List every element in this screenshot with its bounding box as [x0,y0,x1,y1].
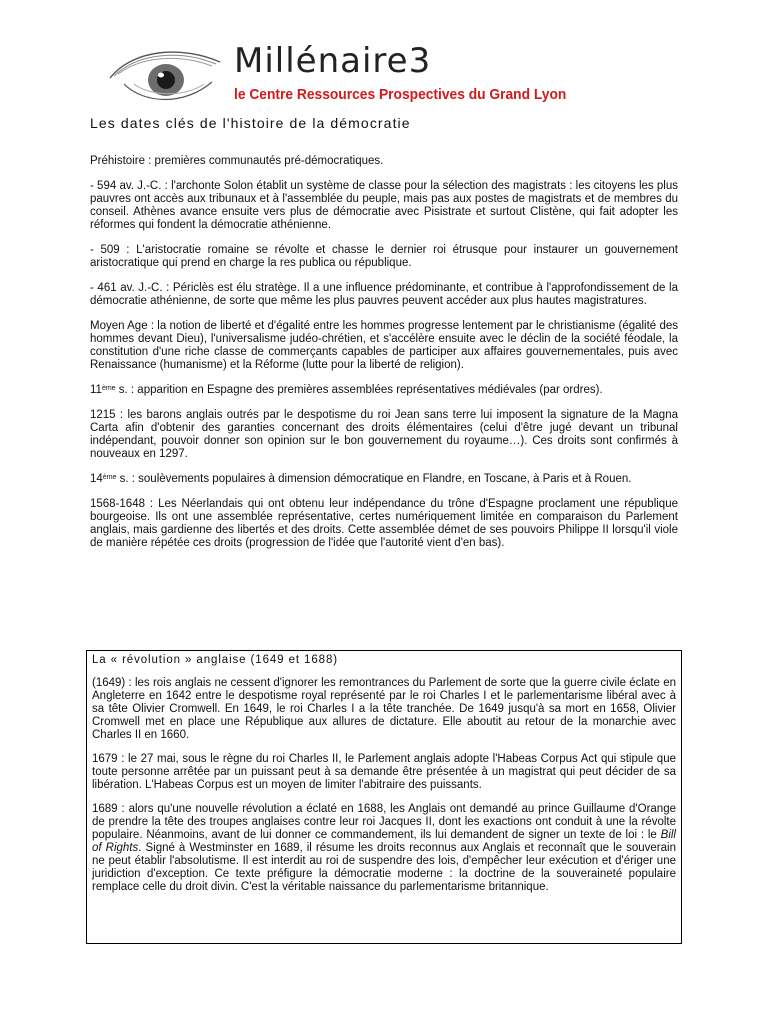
box-title: La « révolution » anglaise (1649 et 1688) [92,654,338,666]
paragraph-text: . Signé à Westminster en 1689, il résume les droits reconnus aux Anglais et reconnaît que le souverain ne peut établir l'absolutisme. Il est interdit au roi de suspendre des lois, d'empêcher leur exécution et d'ériger une juridiction d'exception. Ce texte préfigure la démocratie moderne : la doctrine de la souveraineté populaire remplace celle du droit divin. C'est la véritable naissance du parlementarisme britannique. [92,842,676,893]
paragraph-461: - 461 av. J.-C. : Périclès est élu stratège. Il a une influence prédominante, et contribue à l'approfondissement de la démocratie athénienne, de sorte que même les plus pauvres peuvent accéder aux plus hautes magistratures. [90,282,678,307]
paragraph-prehistoire: Préhistoire : premières communautés pré-démocratiques. [90,155,384,167]
document-title: Les dates clés de l'histoire de la démocratie [90,115,411,131]
century-number: 14 [90,473,103,485]
eye-logo-icon [104,40,224,110]
paragraph-509: - 509 : L'aristocratie romaine se révolte et chasse le dernier roi étrusque pour instaurer un gouvernement aristocratique qui prend en charge la res publica ou république. [90,244,678,269]
paragraph-1215: 1215 : les barons anglais outrés par le despotisme du roi Jean sans terre lui imposent la signature de la Magna Carta afin d'obtenir des garanties concernant des droits élémentaires (celui d'être jugé devant un tribunal indépendant, pouvoir donner son opinion sur le bon gouvernement du royaume…). Ces droits sont confirmés à nouveaux en 1297. [90,409,678,460]
box-paragraph-1679: 1679 : le 27 mai, sous le règne du roi Charles II, le Parlement anglais adopte l'Habeas Corpus Act qui stipule que toute personne arrêtée par un puissant peut à sa demande être présentée à un magistrat qui peut décider de sa libération. L'Habeas Corpus est un moyen de limiter l'abitraire des puissants. [92,753,676,791]
document-body [90,155,678,562]
logo-tagline: le Centre Ressources Prospectives du Grand Lyon [234,86,567,103]
century-suffix: ème [102,474,117,481]
paragraph-text: s. : soulèvements populaires à dimension démocratique en Flandre, en Toscane, à Paris et à Rouen. [116,473,632,485]
box-paragraph-1649: (1649) : les rois anglais ne cessent d'ignorer les remontrances du Parlement de sorte que la guerre civile éclate en Angleterre en 1642 entre le despotisme royal représenté par le roi Charles I et le parlementarisme libéral avec à sa tête Olivier Cromwell. En 1649, le roi Charles I a la tête tranchée. De 1649 jusqu'à sa mort en 1658, Olivier Cromwell met en place une République aux allures de dictature. Elle aboutit au retour de la monarchie avec Charles II en 1660. [92,677,676,741]
paragraph-text: s. : apparition en Espagne des premières assemblées représentatives médiévales (par ordres). [115,384,603,396]
box-paragraph-1689 [92,803,676,894]
century-number: 11 [90,384,102,396]
header [0,0,768,110]
millenaire3-logo: Millénaire3 [234,41,432,81]
paragraph-11e-siecle [90,384,678,397]
paragraph-moyen-age: Moyen Age : la notion de liberté et d'égalité entre les hommes progresse lentement par le christianisme (égalité des hommes devant Dieu), l'universalisme judéo-chrétien, et s'accélère ensuite avec le déclin de la société féodale, la constitution d'une riche classe de commerçants capables de participer aux affaires gouvernementales, puis avec Renaissance (humanisme) et la Réforme (lutte pour la liberté de religion). [90,320,678,371]
century-suffix: ème [101,385,116,392]
paragraph-594: - 594 av. J.-C. : l'archonte Solon établit un système de classe pour la sélection des magistrats : les citoyens les plus pauvres ont accès aux tribunaux et à l'assemblée du peuple, mais pas aux postes de magistrats et de membres du conseil. Athènes avance ensuite vers plus de démocratie avec Pisistrate et surtout Clistène, qui fait adopter les réformes qui fondent la démocratie athénienne. [90,180,678,231]
paragraph-text: 1689 : alors qu'une nouvelle révolution a éclaté en 1688, les Anglais ont demandé au prince Guillaume d'Orange de prendre la tête des troupes anglaises contre leur roi Jacques II, dont les exactions ont conduit à une la révolte populaire. Néanmoins, avant de lui donner ce commandement, ils lui demandent de signer un texte de loi : le [92,803,676,841]
paragraph-1568-1648: 1568-1648 : Les Néerlandais qui ont obtenu leur indépendance du trône d'Espagne proclament une république bourgeoise. Ils ont une assemblée représentative, certes numériquement limitée en comparaison du Parlement anglais, mais gardienne des libertés et des droits. Cette assemblée démet de ses pouvoirs Philippe II lorsqu'il viole de manière répétée ces droits (progression de l'idée que l'autorité vient d'en bas). [90,498,678,549]
paragraph-14e-siecle [90,473,678,486]
bill-of-rights-title: Bill of Rights [92,829,676,854]
english-revolution-box [86,650,682,944]
